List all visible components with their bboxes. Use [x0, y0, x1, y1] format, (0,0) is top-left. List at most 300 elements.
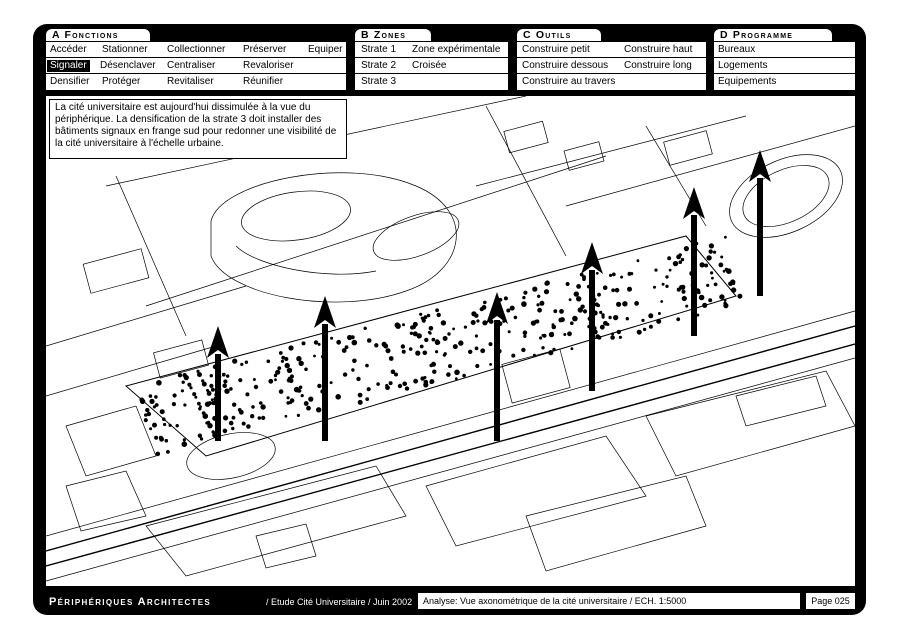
tree-dot	[522, 296, 525, 299]
tree-dot	[462, 374, 466, 378]
tree-dot	[189, 386, 192, 389]
signal-arrow-shaft	[589, 270, 595, 391]
tree-dot	[572, 316, 578, 322]
tree-dot	[302, 341, 306, 345]
tree-dot	[566, 282, 570, 286]
outil-construire-long[interactable]: Construire long	[624, 60, 692, 71]
tree-dot	[210, 374, 213, 377]
fn-revitaliser[interactable]: Revitaliser	[167, 76, 214, 87]
tree-dot	[183, 438, 186, 441]
tree-dot	[169, 424, 172, 427]
tree-dot	[609, 274, 612, 277]
tree-dot	[553, 309, 557, 313]
tree-dot	[637, 259, 640, 262]
tree-dot	[620, 276, 623, 279]
tree-dot	[599, 311, 602, 314]
tree-dot	[720, 256, 723, 259]
tree-dot	[711, 277, 714, 280]
prog-bureaux[interactable]: Bureaux	[718, 44, 756, 55]
tree-dot	[182, 381, 185, 384]
outil-construire-haut[interactable]: Construire haut	[624, 44, 693, 55]
tree-dot	[207, 423, 212, 428]
tree-dot	[149, 394, 153, 398]
signal-arrow-shaft	[322, 324, 328, 441]
tree-dot	[156, 380, 162, 386]
tree-dot	[211, 388, 215, 392]
tree-dot	[706, 284, 709, 287]
tree-dot	[313, 355, 316, 358]
tree-dot	[429, 380, 433, 384]
tree-dot	[306, 406, 311, 411]
tree-dot	[475, 334, 478, 337]
tree-dot	[260, 404, 265, 409]
tree-dot	[630, 272, 633, 275]
tree-dot	[684, 246, 689, 251]
signal-arrow-shaft	[691, 215, 697, 336]
tree-dot	[726, 268, 732, 274]
tree-dot	[314, 340, 318, 344]
tree-dot	[437, 313, 441, 317]
tree-dot	[156, 452, 161, 457]
analysis-note: La cité universitaire est aujourd'hui dissimulée à la vue du périphérique. La densification de la strate 3 doit installer des bâtiments signaux en frange sud pour redonner une visibilité de la cité universitaire à l'échelle urbaine.	[49, 99, 347, 159]
tree-dot	[643, 328, 646, 331]
tree-dot	[713, 251, 716, 254]
tree-dot	[606, 323, 609, 326]
fn-collectionner[interactable]: Collectionner	[167, 44, 226, 55]
tree-dot	[402, 382, 407, 387]
tree-dot	[504, 296, 508, 300]
tree-dot	[702, 303, 707, 308]
tree-dot	[301, 394, 304, 397]
tree-dot	[238, 378, 242, 382]
outil-construire-petit[interactable]: Construire petit	[522, 44, 590, 55]
tree-dot	[245, 361, 248, 364]
tree-dot	[634, 301, 639, 306]
tree-dot	[290, 398, 295, 403]
tree-dot	[200, 437, 203, 440]
tree-dot	[223, 415, 228, 420]
tree-dot	[710, 271, 713, 274]
signal-arrow-shaft	[215, 354, 221, 441]
tree-dot	[246, 424, 251, 429]
tree-dot	[389, 381, 393, 385]
tree-dot	[548, 350, 553, 355]
tree-dot	[287, 368, 292, 373]
tree-dot	[296, 356, 301, 361]
tree-dot	[719, 294, 724, 299]
fn-acceder[interactable]: Accéder	[50, 44, 87, 55]
tree-dot	[611, 288, 615, 292]
tree-dot	[698, 291, 701, 294]
tree-dot	[229, 421, 234, 426]
tree-dot	[352, 340, 358, 346]
tree-dot	[152, 423, 157, 428]
tree-dot	[409, 347, 413, 351]
tree-dot	[163, 423, 166, 426]
tree-dot	[558, 318, 563, 323]
tree-dot	[444, 352, 447, 355]
prog-logements[interactable]: Logements	[718, 60, 768, 71]
tree-dot	[435, 350, 438, 353]
tree-dot	[224, 389, 229, 394]
fn-stationner[interactable]: Stationner	[102, 44, 148, 55]
tree-dot	[709, 243, 714, 248]
tree-dot	[316, 407, 321, 412]
tree-dot	[389, 356, 394, 361]
tree-dot	[615, 288, 620, 293]
tree-dot	[424, 338, 428, 342]
tree-dot	[251, 405, 255, 409]
firm-name: Périphériques Architectes	[49, 596, 211, 608]
tree-dot	[665, 285, 668, 288]
tree-dot	[468, 350, 472, 354]
tree-dot	[682, 296, 687, 301]
tree-dot	[199, 405, 202, 408]
tree-dot	[258, 416, 262, 420]
tree-dot	[394, 373, 398, 377]
tree-dot	[446, 372, 451, 377]
tree-dot	[563, 333, 566, 336]
tree-dot	[678, 260, 682, 264]
fn-proteger[interactable]: Protéger	[102, 76, 141, 87]
tree-dot	[223, 429, 228, 434]
tree-dot	[611, 332, 614, 335]
tree-dot	[398, 384, 402, 388]
tree-dot	[277, 366, 281, 370]
tree-dot	[420, 345, 424, 349]
tree-dot	[737, 294, 742, 299]
tree-dot	[480, 307, 484, 311]
tree-dot	[153, 405, 156, 408]
tree-dot	[281, 360, 284, 363]
tree-dot	[285, 415, 288, 418]
tree-dot	[318, 343, 321, 346]
tab-zones[interactable]: B Zones	[355, 29, 431, 41]
tree-dot	[537, 295, 540, 298]
tree-dot	[731, 287, 736, 292]
tree-dot	[317, 384, 321, 388]
tree-dot	[552, 325, 557, 330]
tree-dot	[654, 269, 657, 272]
signal-arrow-shaft	[757, 178, 763, 296]
tree-dot	[471, 311, 476, 316]
tree-dot	[402, 323, 405, 326]
tree-dot	[536, 303, 539, 306]
tree-dot	[299, 361, 304, 366]
tree-dot	[452, 328, 455, 331]
outil-construire-dessous[interactable]: Construire dessous	[522, 60, 609, 71]
tree-dot	[345, 345, 349, 349]
tree-dot	[448, 364, 452, 368]
tree-dot	[365, 364, 369, 368]
tree-dot	[358, 400, 363, 405]
tree-dot	[637, 330, 642, 335]
tree-dot	[178, 373, 182, 377]
tree-dot	[240, 363, 243, 366]
tree-dot	[429, 332, 432, 335]
tree-dot	[245, 392, 249, 396]
tree-dot	[723, 270, 726, 273]
prog-equipements[interactable]: Equipements	[718, 76, 777, 87]
tree-dot	[531, 321, 536, 326]
tree-dot	[567, 331, 572, 336]
tree-dot	[511, 354, 515, 358]
tree-dot	[432, 338, 436, 342]
tree-dot	[667, 256, 671, 260]
tree-dot	[173, 393, 177, 397]
tree-dot	[510, 306, 515, 311]
tree-dot	[544, 282, 548, 286]
tree-dot	[724, 299, 727, 302]
tree-dot	[144, 418, 148, 422]
tree-dot	[356, 377, 360, 381]
tree-dot	[676, 255, 681, 260]
tree-dot	[447, 332, 450, 335]
tree-dot	[619, 336, 622, 339]
fn-equiper[interactable]: Equiper	[308, 44, 343, 55]
tree-dot	[284, 357, 288, 361]
axonometric-map	[46, 96, 855, 586]
tree-dot	[489, 342, 493, 346]
tree-dot	[154, 436, 158, 440]
tree-dot	[471, 320, 476, 325]
tree-dot	[455, 377, 458, 380]
tree-dot	[532, 287, 537, 292]
tree-dot	[422, 319, 426, 323]
tree-dot	[140, 399, 145, 404]
tree-dot	[443, 336, 448, 341]
tree-dot	[268, 379, 273, 384]
tree-dot	[209, 384, 213, 388]
tree-dot	[386, 348, 391, 353]
outil-construire-travers[interactable]: Construire au travers	[522, 76, 616, 87]
tree-dot	[308, 397, 313, 402]
tree-dot	[649, 325, 653, 329]
tree-dot	[203, 413, 209, 419]
tree-dot	[706, 255, 711, 260]
signal-arrow-shaft	[494, 320, 500, 441]
tree-dot	[475, 364, 479, 368]
tree-dot	[506, 309, 510, 313]
tree-dot	[274, 378, 277, 381]
tree-dot	[537, 308, 542, 313]
tree-dot	[402, 350, 406, 354]
zones-panel	[355, 42, 508, 90]
tree-dot	[676, 317, 680, 321]
tree-dot	[549, 332, 554, 337]
tree-dot	[211, 398, 214, 401]
tree-dot	[597, 293, 601, 297]
fn-centraliser[interactable]: Centraliser	[167, 60, 216, 71]
tree-dot	[685, 305, 688, 308]
tree-dot	[656, 319, 661, 324]
tree-dot	[395, 322, 401, 328]
tree-dot	[364, 327, 367, 330]
tree-dot	[286, 401, 290, 405]
tree-dot	[279, 351, 283, 355]
tree-dot	[699, 295, 705, 301]
tree-dot	[543, 334, 547, 338]
tree-dot	[480, 348, 485, 353]
tree-dot	[351, 368, 354, 371]
tree-dot	[423, 351, 428, 356]
tree-dot	[700, 262, 705, 267]
tree-dot	[648, 313, 653, 318]
tree-dot	[376, 382, 380, 386]
tree-dot	[435, 308, 439, 312]
tree-dot	[559, 309, 564, 314]
tree-dot	[627, 287, 632, 292]
tree-dot	[431, 362, 436, 367]
zone-strate-2[interactable]: Strate 2	[361, 60, 397, 71]
tree-dot	[279, 389, 284, 394]
tree-dot	[521, 348, 525, 352]
tree-dot	[570, 321, 574, 325]
tree-dot	[602, 316, 605, 319]
tree-dot	[523, 335, 526, 338]
tree-dot	[294, 387, 300, 393]
tree-dot	[250, 414, 254, 418]
tree-dot	[383, 344, 388, 349]
fn-reunifier[interactable]: Réunifier	[243, 76, 284, 87]
tree-dot	[297, 414, 300, 417]
tree-dot	[288, 377, 292, 381]
tree-dot	[669, 269, 672, 272]
tree-dot	[415, 351, 420, 356]
tree-dot	[351, 335, 355, 339]
tree-dot	[719, 263, 724, 268]
tree-dot	[299, 386, 303, 390]
tree-dot	[367, 387, 371, 391]
tree-dot	[578, 307, 583, 312]
tree-dot	[680, 285, 685, 290]
tree-dot	[232, 416, 236, 420]
tree-dot	[610, 335, 615, 340]
tree-dot	[626, 317, 629, 320]
tree-dot	[166, 450, 170, 454]
tree-dot	[612, 273, 616, 277]
outils-panel	[517, 42, 706, 90]
tab-outils[interactable]: C Outils	[517, 29, 601, 41]
tree-dot	[222, 373, 226, 377]
tree-dot	[541, 346, 544, 349]
fn-preserver[interactable]: Préserver	[243, 44, 287, 55]
tree-dot	[181, 389, 184, 392]
tree-dot	[464, 326, 467, 329]
tree-dot	[202, 382, 207, 387]
tab-fonctions[interactable]: A Fonctions	[46, 29, 150, 41]
tree-dot	[595, 302, 599, 306]
tree-dot	[673, 261, 678, 266]
tree-dot	[574, 291, 579, 296]
tree-dot	[723, 302, 726, 305]
tree-dot	[571, 347, 574, 350]
tree-dot	[419, 313, 422, 316]
tree-dot	[144, 413, 148, 417]
zone-strate-1[interactable]: Strate 1	[361, 44, 397, 55]
map-drawing	[46, 96, 855, 586]
tree-dot	[653, 286, 656, 289]
tree-dot	[192, 392, 196, 396]
tree-dot	[552, 348, 555, 351]
tree-dot	[267, 360, 271, 364]
tree-dot	[159, 437, 164, 442]
tree-dot	[603, 285, 608, 290]
tree-dot	[162, 417, 166, 421]
tree-dot	[335, 394, 341, 400]
tree-dot	[595, 334, 600, 339]
zone-strate-3[interactable]: Strate 3	[361, 76, 397, 87]
tree-dot	[145, 408, 149, 412]
signal-arrow-head	[581, 242, 603, 274]
tree-dot	[544, 289, 549, 294]
tree-dot	[458, 340, 463, 345]
tree-dot	[207, 391, 212, 396]
tree-dot	[660, 300, 663, 303]
tree-dot	[508, 330, 511, 333]
tree-dot	[441, 320, 446, 325]
tree-dot	[523, 330, 528, 335]
tree-dot	[453, 344, 458, 349]
tree-dot	[232, 403, 236, 407]
tree-dot	[160, 409, 165, 414]
tree-dot	[704, 264, 708, 268]
tree-dot	[358, 393, 363, 398]
tree-dot	[285, 363, 290, 368]
tree-dot	[197, 402, 201, 406]
study-label: / Etude Cité Universitaire / Juin 2002	[266, 597, 413, 607]
tree-dot	[365, 397, 369, 401]
tree-dot	[176, 424, 179, 427]
tree-dot	[288, 345, 293, 350]
tree-dot	[617, 330, 621, 334]
zone-croisee[interactable]: Croisée	[412, 60, 447, 71]
tree-dot	[343, 372, 347, 376]
tree-dot	[454, 370, 460, 376]
tree-dot	[410, 332, 413, 335]
tree-dot	[229, 387, 233, 391]
tree-dot	[662, 283, 665, 286]
zone-experimentale[interactable]: Zone expérimentale	[412, 44, 501, 55]
tree-dot	[274, 374, 277, 377]
tree-dot	[622, 301, 627, 306]
tree-dot	[413, 379, 418, 384]
tree-dot	[287, 396, 290, 399]
tree-dot	[576, 296, 581, 301]
analysis-caption: Analyse: Vue axonométrique de la cité universitaire / ECH. 1:5000	[418, 593, 800, 609]
fn-desenclaver[interactable]: Désenclaver	[100, 60, 156, 71]
fn-revaloriser[interactable]: Revaloriser	[243, 60, 294, 71]
fn-signaler-selected[interactable]: Signaler	[47, 60, 90, 72]
tree-dot	[641, 319, 644, 322]
tree-dot	[514, 316, 518, 320]
signal-arrow-head	[749, 150, 771, 182]
tree-dot	[183, 403, 186, 406]
fn-densifier[interactable]: Densifier	[50, 76, 90, 87]
tab-programme[interactable]: D Programme	[714, 29, 832, 41]
tree-dot	[304, 368, 308, 372]
tree-dot	[374, 343, 378, 347]
tree-dot	[682, 290, 686, 294]
tree-dot	[231, 427, 234, 430]
tree-dot	[330, 381, 333, 384]
tree-dot	[521, 301, 527, 307]
tree-dot	[489, 363, 492, 366]
tree-dot	[232, 359, 237, 364]
tree-dot	[476, 319, 479, 322]
tree-dot	[429, 326, 434, 331]
tree-dot	[728, 282, 733, 287]
